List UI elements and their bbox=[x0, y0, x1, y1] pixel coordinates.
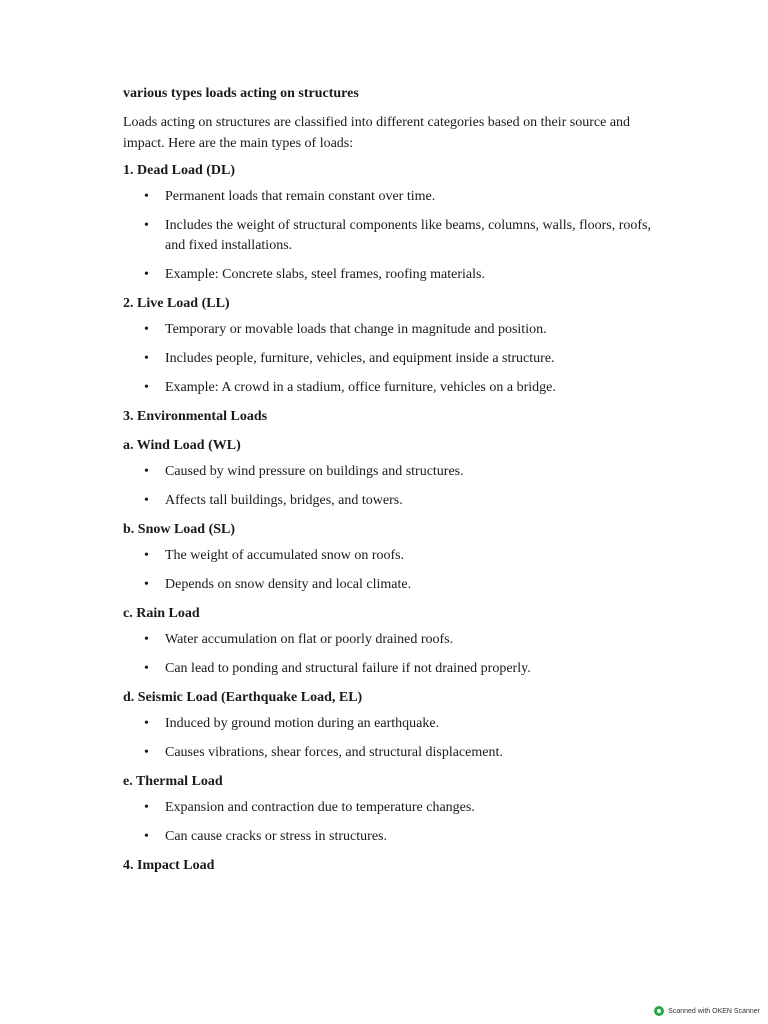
section-heading: 1. Dead Load (DL) bbox=[123, 163, 236, 178]
bullet-item: • Caused by wind pressure on buildings and structures. bbox=[123, 462, 663, 482]
bullet-item: • Example: A crowd in a stadium, office furniture, vehicles on a bridge. bbox=[123, 378, 663, 398]
section-spacer bbox=[123, 876, 663, 885]
sections-container bbox=[123, 161, 663, 885]
section-spacer bbox=[123, 427, 663, 436]
section-heading: 4. Impact Load bbox=[123, 858, 215, 873]
bullet-item: • Affects tall buildings, bridges, and towers. bbox=[123, 491, 663, 511]
scanner-watermark bbox=[654, 1006, 760, 1016]
scanner-text: Scanned with OKEN Scanner bbox=[668, 1007, 760, 1015]
section-heading: 2. Live Load (LL) bbox=[123, 296, 230, 311]
bullet-list bbox=[123, 546, 663, 595]
section-heading: a. Wind Load (WL) bbox=[123, 438, 241, 453]
oken-scanner-logo-icon bbox=[654, 1006, 664, 1016]
bullet-list bbox=[123, 798, 663, 847]
bullet-list bbox=[123, 714, 663, 763]
document-title: various types loads acting on structures bbox=[123, 86, 359, 101]
document-page bbox=[123, 84, 663, 885]
bullet-item: • Depends on snow density and local climate. bbox=[123, 575, 663, 595]
section-heading: c. Rain Load bbox=[123, 606, 200, 621]
bullet-list bbox=[123, 187, 663, 285]
bullet-item: • Can lead to ponding and structural failure if not drained properly. bbox=[123, 659, 663, 679]
bullet-item: • Example: Concrete slabs, steel frames, roofing materials. bbox=[123, 265, 663, 285]
bullet-item: • Temporary or movable loads that change in magnitude and position. bbox=[123, 320, 663, 340]
bullet-item: • The weight of accumulated snow on roofs. bbox=[123, 546, 663, 566]
section-heading: b. Snow Load (SL) bbox=[123, 522, 236, 537]
bullet-item: • Includes people, furniture, vehicles, and equipment inside a structure. bbox=[123, 349, 663, 369]
bullet-item: • Causes vibrations, shear forces, and structural displacement. bbox=[123, 743, 663, 763]
section-heading: d. Seismic Load (Earthquake Load, EL) bbox=[123, 690, 363, 705]
bullet-item: • Includes the weight of structural components like beams, columns, walls, floors, roofs, and fixed installations. bbox=[123, 216, 663, 256]
intro-paragraph: Loads acting on structures are classified into different categories based on their source and impact. Here are the main types of loads: bbox=[123, 115, 631, 151]
bullet-list bbox=[123, 462, 663, 511]
bullet-list bbox=[123, 320, 663, 398]
bullet-item: • Permanent loads that remain constant over time. bbox=[123, 187, 663, 207]
bullet-item: • Induced by ground motion during an earthquake. bbox=[123, 714, 663, 734]
bullet-item: • Expansion and contraction due to temperature changes. bbox=[123, 798, 663, 818]
bullet-item: • Can cause cracks or stress in structures. bbox=[123, 827, 663, 847]
bullet-item: • Water accumulation on flat or poorly drained roofs. bbox=[123, 630, 663, 650]
bullet-list bbox=[123, 630, 663, 679]
section-heading: 3. Environmental Loads bbox=[123, 409, 268, 424]
section-heading: e. Thermal Load bbox=[123, 774, 223, 789]
